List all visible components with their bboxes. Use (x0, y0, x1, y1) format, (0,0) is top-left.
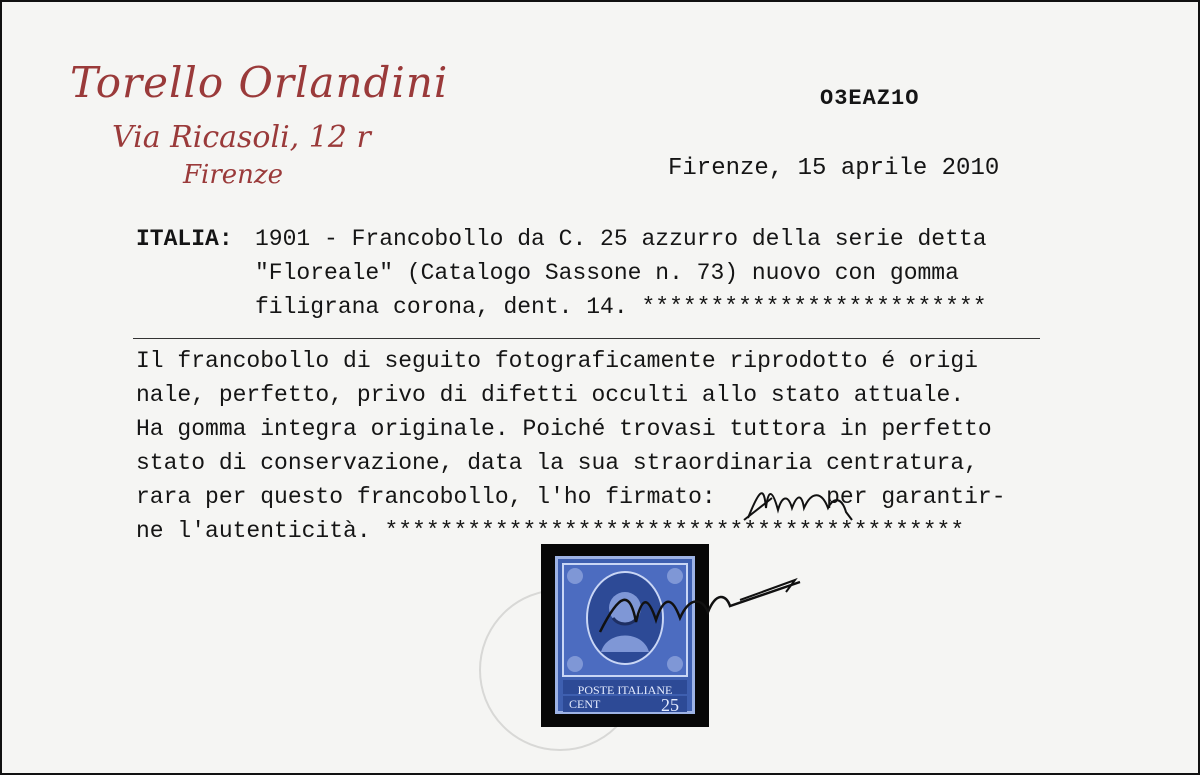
description-line: 1901 - Francobollo da C. 25 azzurro della serie detta (255, 226, 987, 252)
certificate-code: O3EAZ1O (820, 86, 920, 111)
handwritten-signature-stamp (590, 572, 810, 652)
description-line: "Floreale" (Catalogo Sassone n. 73) nuovo con gomma (255, 260, 959, 286)
body-line: ne l'autenticità. ****************************************** (136, 518, 965, 544)
stamp-cent: CENT (569, 697, 601, 711)
body-line: Il francobollo di seguito fotograficamente riprodotto é origi (136, 348, 978, 374)
body-line: nale, perfetto, privo di difetti occulti allo stato attuale. (136, 382, 965, 408)
body-line: stato di conservazione, data la sua straordinaria centratura, (136, 450, 978, 476)
stamp-caption: POSTE ITALIANE (577, 683, 673, 697)
country-label: ITALIA: (136, 226, 233, 252)
certificate-date: Firenze, 15 aprile 2010 (668, 155, 1000, 182)
issuer-city: Firenze (183, 160, 284, 190)
description-line: filigrana corona, dent. 14. ************************* (255, 294, 987, 320)
divider-line (133, 338, 1040, 339)
handwritten-signature-inline (742, 478, 862, 528)
issuer-name: Torello Orlandini (70, 58, 449, 107)
issuer-address: Via Ricasoli, 12 r (112, 120, 371, 155)
body-line: rara per questo francobollo, l'ho firmato: per garantir- (136, 484, 1006, 510)
stamp-value: 25 (661, 695, 679, 715)
body-line: Ha gomma integra originale. Poiché trovasi tuttora in perfetto (136, 416, 992, 442)
